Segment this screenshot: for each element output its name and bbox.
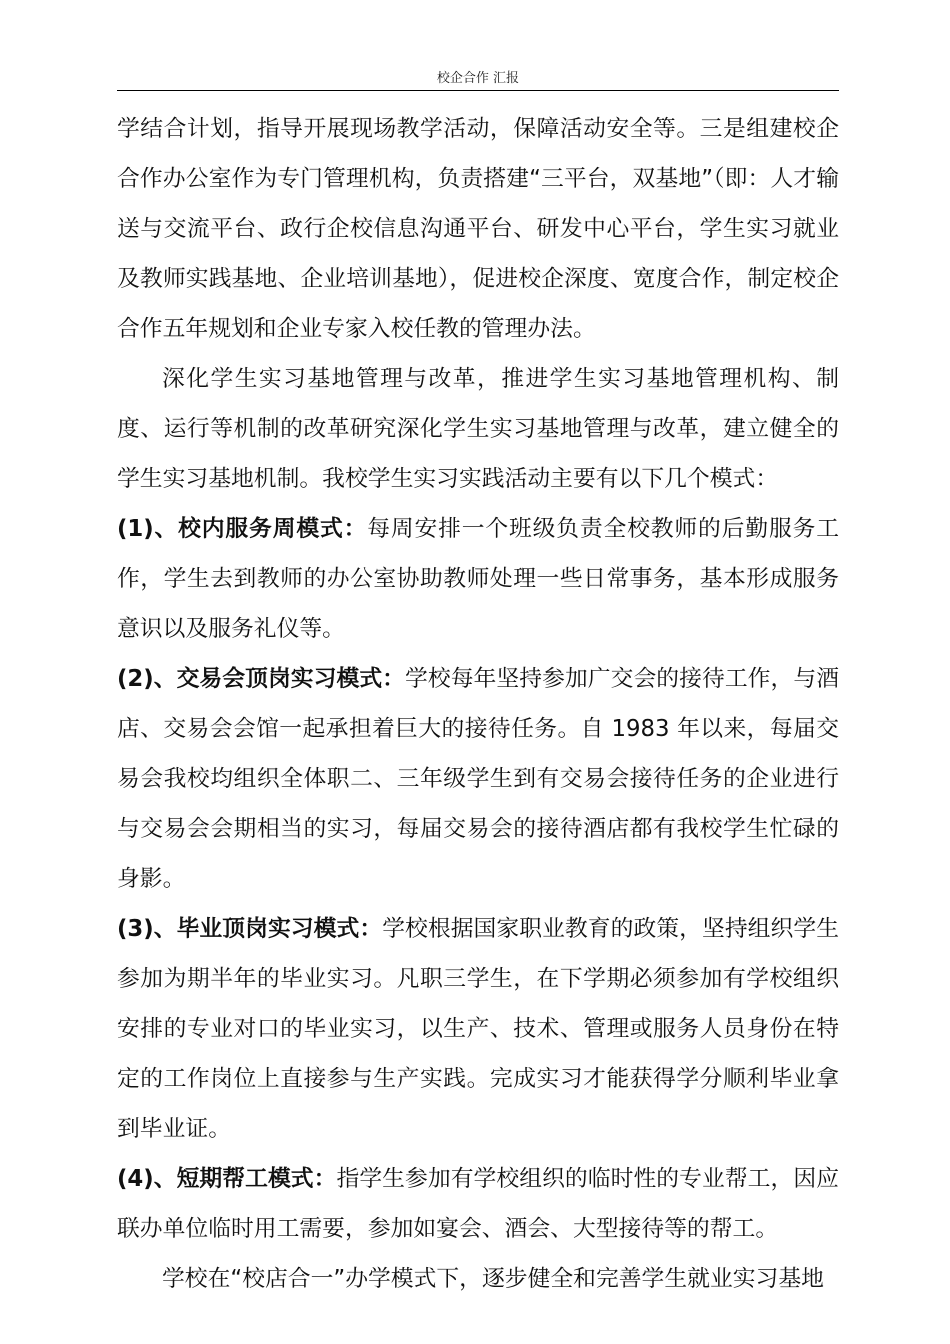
paragraph-school-hotel-model: 学校在“校店合一”办学模式下，逐步健全和完善学生就业实习基地: [162, 1266, 824, 1292]
list-item-text: 每周安排一个班级负责全校教师的后勤服务工作，学生去到教师的办公室协助教师处理一些日常事务，基本形成服务意识以及服务礼仪等。: [117, 516, 840, 642]
list-item-label: (4)、短期帮工模式：: [117, 1166, 337, 1192]
list-item-trade-fair-internship: [117, 654, 839, 904]
paragraph-partnership-office: 学结合计划，指导开展现场教学活动，保障活动安全等。三是组建校企合作办公室作为专门管理机构，负责搭建“三平台，双基地”（即：人才输送与交流平台、政行企校信息沟通平台、研发中心平台，学生实习就业及教师实践基地、企业培训基地），促进校企深度、宽度合作，制定校企合作五年规划和企业专家入校任教的管理办法。: [117, 116, 839, 342]
list-item-short-term-help: [117, 1154, 839, 1254]
list-item-text: 学校根据国家职业教育的政策，坚持组织学生参加为期半年的毕业实习。凡职三学生，在下学期必须参加有学校组织安排的专业对口的毕业实习，以生产、技术、管理或服务人员身份在特定的工作岗位上直接参与生产实践。完成实习才能获得学分顺利毕业拿到毕业证。: [117, 916, 840, 1142]
list-item-text: 指学生参加有学校组织的临时性的专业帮工，因应联办单位临时用工需要，参加如宴会、酒会、大型接待等的帮工。: [117, 1166, 840, 1242]
list-item-campus-service-week: [117, 504, 839, 654]
document-body: [117, 104, 839, 1304]
list-item-text: 学校每年坚持参加广交会的接待工作，与酒店、交易会会馆一起承担着巨大的接待任务。自 1983 年以来，每届交易会我校均组织全体职二、三年级学生到有交易会接待任务的企业进行与交易会会期相当的实习，每届交易会的接待酒店都有我校学生忙碌的身影。: [117, 666, 840, 892]
list-item-label: (1)、校内服务周模式：: [117, 516, 368, 542]
header-rule: [117, 90, 839, 91]
paragraph-internship-reform: 深化学生实习基地管理与改革，推进学生实习基地管理机构、制度、运行等机制的改革研究深化学生实习基地管理与改革，建立健全的学生实习基地机制。我校学生实习实践活动主要有以下几个模式：: [117, 366, 839, 492]
list-item-label: (3)、毕业顶岗实习模式：: [117, 916, 383, 942]
page-header: 校企合作 汇报: [436, 71, 520, 86]
list-item-graduation-internship: [117, 904, 839, 1154]
list-item-label: (2)、交易会顶岗实习模式：: [117, 666, 406, 692]
